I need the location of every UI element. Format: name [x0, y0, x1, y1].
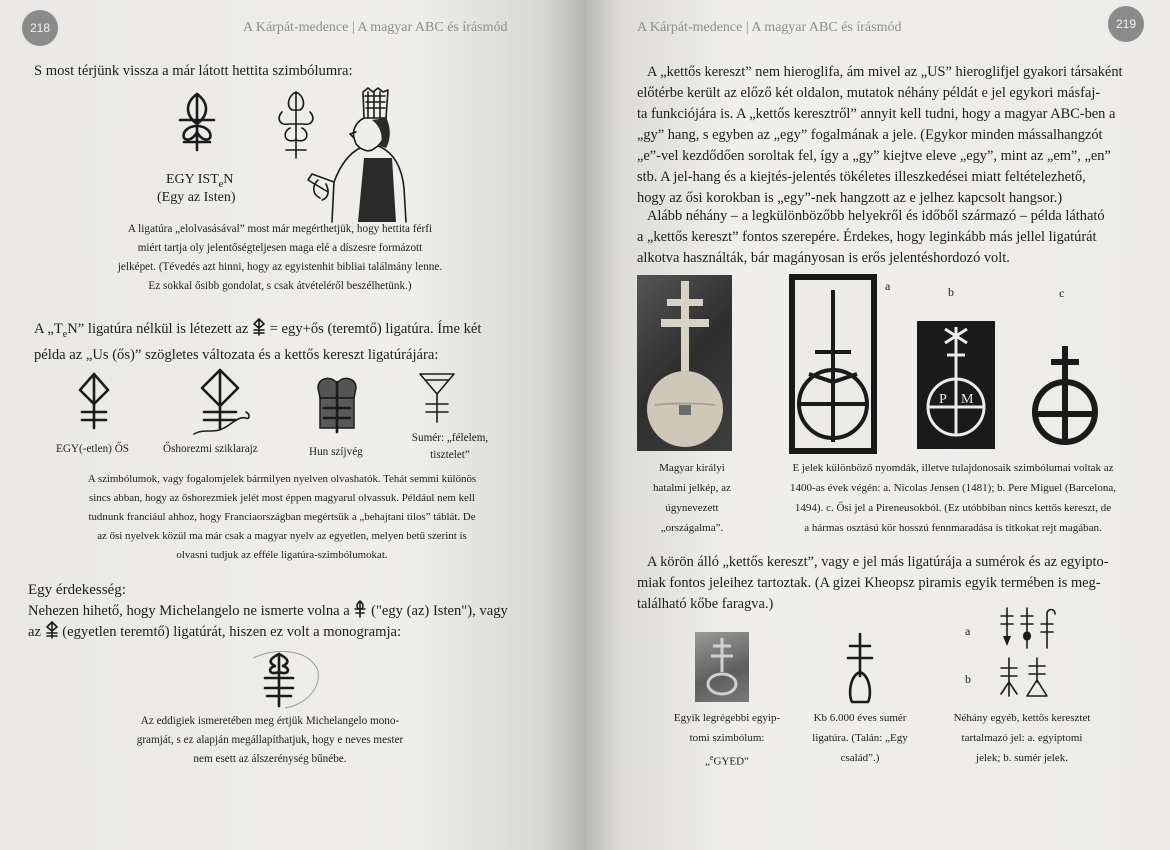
figure-label-b: b [948, 285, 954, 299]
page-number-badge: 219 [1108, 6, 1144, 42]
pyrenees-mark-c-icon [1025, 340, 1105, 450]
bottom-label-b: b [965, 672, 971, 686]
oshorezmi-rock-carving-icon [190, 368, 254, 438]
caption-other-signs: Néhány egyéb, kettős keresztet tartalmazó jel: a. egyiptomi jelek; b. sumér jelek. [953, 712, 1091, 764]
figure-label-c: c [1059, 286, 1065, 300]
caption-hittite: A ligatúra „elolvasásával” most már megérthetjük, hogy hettita férfi miért tartja oly jelentőségteljesen maga elé a díszesre formázott jelképet. (Tévedés azt hinni, hogy az egyistenhit bibliai találmány lenne. Ez sokkal ősibb gondolat, s csak átvételéről beszélhetünk.) [117, 223, 443, 292]
intro-line: S most térjünk vissza a már látott hettita szimbólumra: [34, 63, 353, 79]
symbol-label-3: Hun szíjvég [309, 446, 363, 458]
paragraph-sumer: A körön álló „kettős kereszt”, vagy e jel más ligatúrája a sumérok és az egyipto- miak fontos jeleihez tartoztak. (A gizei Kheopsz piramis egyik termében is meg- található kőbe faragva.) [637, 554, 1109, 612]
caption-sumer-ligature: Kb 6.000 éves sumér ligatúra. (Talán: „Egy család”.) [812, 712, 908, 764]
caption-orb: Magyar királyi hatalmi jelkép, az úgynevezett „országalma”. [653, 462, 731, 534]
heading-interest: Egy érdekesség: [28, 582, 126, 598]
egy-isten-sub: (Egy az Isten) [157, 190, 236, 205]
egy-isten-label: EGY $IST_eN$ [166, 172, 234, 190]
figure-label-a: a [885, 279, 891, 293]
sumer-fear-respect-icon [416, 370, 458, 426]
hittite-figure-illustration [268, 88, 418, 223]
printer-mark-b-p: P [939, 392, 947, 407]
egyptian-signs-icon [997, 606, 1067, 650]
right-page [585, 0, 1170, 850]
royal-orb-illustration [637, 275, 732, 451]
inline-us-ligature-icon [252, 318, 266, 336]
running-header: A Kárpát-medence | A magyar ABC és írásmód [637, 20, 902, 35]
hittite-ligature-icon [172, 90, 222, 154]
printer-mark-b-icon [917, 321, 995, 449]
printer-mark-a [789, 274, 877, 454]
caption-monogram: Az eddigiek ismeretében meg értjük Michelangelo mono- gramját, s ez alapján megállapíthatjuk, hogy e neves mester nem esett az álszerénység bűnébe. [136, 715, 404, 765]
michelangelo-monogram-icon [245, 650, 320, 710]
printer-mark-a-icon [789, 274, 877, 454]
inline-egy-isten-icon [353, 600, 367, 618]
egyptian-gyed-symbol-icon [695, 632, 749, 702]
symbol-label-1: EGY(-etlen) ŐS [56, 443, 130, 455]
egyetlen-os-symbol-icon [76, 372, 112, 430]
sumerian-ligature-icon [840, 632, 880, 706]
printer-mark-b [917, 321, 995, 449]
paragraph-examples: Alább néhány – a legkülönbözőbb helyekről és időből származó – példa látható a „kettős kereszt” fontos szerepére. Érdekes, hogy leginkább más jellel ligatúrát alkotva használták, bár magányosan is erős jelentéshordozó volt. [637, 208, 1105, 266]
caption-gyed: Egyik legrégebbi egyip- tomi szimbólum: „$^e$GYED” [673, 712, 781, 768]
bottom-label-a: a [965, 624, 971, 638]
paragraph-kettos-kereszt: A „kettős kereszt” nem hieroglifa, ám mivel az „US” hieroglifjel gyakori társaként előtérbe került az előző két oldalon, mutatok néhány példát e jel egykori másfaj- ta funkciójára is. A „kettős keresztről” annyit kell tudni, hogy a magyar ABC-ben a „gy” hang, s egyben az „egy” fogalmának a jele. (Egykor minden mássalhangzót „e”-vel kezdődően soroltak fel, így a „gy” kiejtve eleve „egy”, mint az „em”, „en” stb. A jel-hang és a kiejtés-jelentés tökéletes illeszkedései miatt feltételezhető, hogy az ősi korokban is „egy”-nek hangzott az e jelhez kapcsolt hangsor.) [637, 64, 1123, 206]
inline-egyetlen-icon [45, 621, 59, 639]
egyptian-stone-photo [695, 632, 749, 702]
running-header: A Kárpát-medence | A magyar ABC és írásmód [243, 20, 508, 35]
printer-mark-b-m: M [961, 392, 974, 407]
paragraph-michelangelo: Nehezen hihető, hogy Michelangelo ne ismerte volna a ("egy (az) Isten"), vagy az (egyetlen teremtő) ligatúrát, hiszen ez volt a monogramja: [28, 600, 558, 642]
hun-belt-end-icon [310, 374, 364, 434]
sumerian-signs-icon [997, 656, 1057, 698]
page-number-badge: 218 [22, 10, 58, 46]
caption-printer-marks: E jelek különböző nyomdák, illetve tulajdonosaik szimbólumai voltak az 1400-as évek végén: a. Nicolas Jensen (1481); b. Pere Miguel (Barcelona, 1494). c. Ősi jel a Pireneusokból. (Ez utóbbiban nincs kettős kereszt, de a hármas osztású kör hosszú fennmaradása is titkokat rejt magában. [790, 462, 1116, 534]
symbol-label-2: Őshorezmi sziklarajz [163, 443, 258, 455]
symbol-label-4: Sumér: „félelem, tisztelet” [411, 432, 489, 461]
paragraph-ten: A $„T_eN$” ligatúra nélkül is létezett az = egy+ős (teremtő) ligatúra. Íme két példa az „Us (ős)” szögletes változata és a kettős kereszt ligatúrájára: [34, 318, 534, 365]
orb-photo [637, 275, 732, 451]
caption-symbols: A szimbólumok, vagy fogalomjelek bármilyen nyelven olvashatók. Tehát semmi különös sincs abban, hogy az őshorezmiek jelét most éppen magyarul olvassuk. Például nem kell tudnunk franciául ahhoz, hogy Franciaországban megértsük a „behajtani tilos” táblát. De az ősi nyelvek közül ma már csak a magyar nyelv az egyetlen, melyen betű szerint is olvasni tudjuk az efféle ligatúra-szimbólumokat. [87, 473, 477, 561]
